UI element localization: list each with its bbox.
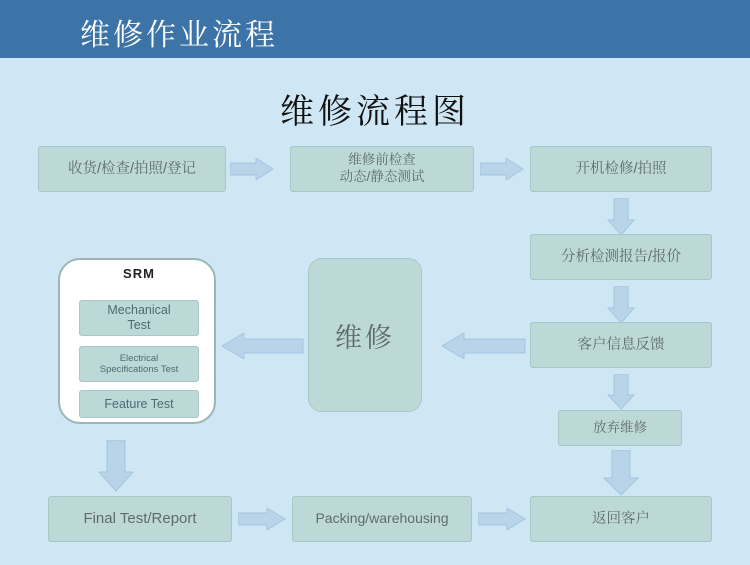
node-receive[interactable] <box>38 146 226 192</box>
node-abandon-label: 放弃维修 <box>593 419 647 435</box>
arrow-feedback-to-abandon <box>607 374 635 410</box>
node-pre-check-line2: 动态/静态测试 <box>339 169 425 184</box>
node-packing-label: Packing/warehousing <box>315 510 449 527</box>
arrow-feedback-to-repair <box>442 333 526 359</box>
node-srm-mechanical-line2: Test <box>127 318 151 332</box>
srm-panel <box>58 258 216 424</box>
node-srm-electrical[interactable] <box>79 346 199 382</box>
node-return[interactable] <box>530 496 712 542</box>
node-power-on-label: 开机检修/拍照 <box>575 160 667 177</box>
node-srm-mechanical[interactable] <box>79 300 199 336</box>
node-repair-label: 维修 <box>335 322 395 353</box>
node-srm-mechanical-line1: Mechanical <box>107 303 171 317</box>
node-receive-label: 收货/检查/拍照/登记 <box>67 160 197 177</box>
node-report-label: 分析检测报告/报价 <box>560 248 682 265</box>
node-report[interactable] <box>530 234 712 280</box>
node-feedback-label: 客户信息反馈 <box>577 336 665 353</box>
node-pre-check-line1: 维修前检查 <box>348 152 416 168</box>
arrow-receive-to-precheck <box>230 158 274 180</box>
arrow-packing-to-return <box>478 508 526 530</box>
page-title: 维修流程图 <box>280 93 470 131</box>
node-final-test[interactable] <box>48 496 232 542</box>
arrow-srm-to-final-test <box>98 440 134 492</box>
node-power-on[interactable] <box>530 146 712 192</box>
arrow-finaltest-to-packing <box>238 508 286 530</box>
node-repair[interactable] <box>308 258 422 412</box>
node-pre-check[interactable] <box>290 146 474 192</box>
arrow-precheck-to-poweron <box>480 158 524 180</box>
arrow-poweron-to-report <box>607 198 635 236</box>
arrow-repair-to-srm <box>222 333 304 359</box>
header-title: 维修作业流程 <box>80 19 278 52</box>
srm-title: SRM <box>123 266 155 281</box>
node-srm-electrical-line2: Specifications Test <box>99 364 179 375</box>
node-srm-feature[interactable] <box>79 390 199 418</box>
node-abandon[interactable] <box>558 410 682 446</box>
node-feedback[interactable] <box>530 322 712 368</box>
node-srm-electrical-line1: Electrical <box>119 352 159 364</box>
header-bar <box>0 0 750 58</box>
node-srm-feature-label: Feature Test <box>104 396 174 411</box>
arrow-report-to-feedback <box>607 286 635 324</box>
node-final-test-label: Final Test/Report <box>83 509 197 527</box>
arrow-abandon-to-return <box>603 450 639 496</box>
node-packing[interactable] <box>292 496 472 542</box>
node-return-label: 返回客户 <box>592 510 650 527</box>
